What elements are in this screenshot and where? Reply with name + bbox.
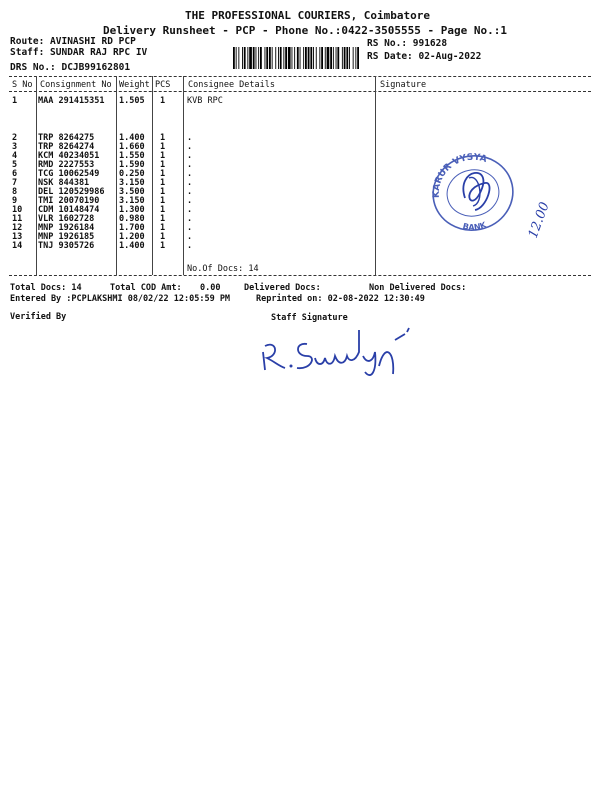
- table-cell-pcs: 1: [160, 133, 166, 143]
- table-cell-cons: MNP 1926185: [38, 232, 95, 242]
- table-cell-cons: TRP 8264275: [38, 133, 95, 143]
- table-cell-pcs: 1: [160, 151, 166, 161]
- col-header-pcs: PCS: [155, 80, 171, 90]
- table-cell-weight: 3.150: [119, 178, 145, 188]
- reprinted-on: Reprinted on: 02-08-2022 12:30:49: [256, 294, 425, 304]
- table-cell-weight: 1.660: [119, 142, 145, 152]
- barcode-bar: [253, 47, 255, 69]
- barcode-bar: [303, 47, 304, 69]
- table-top-rule: [9, 76, 591, 77]
- table-cell-cons: KCM 40234051: [38, 151, 100, 161]
- barcode-icon: [233, 47, 358, 69]
- drs-number: DRS No.: DCJB99162801: [10, 62, 131, 73]
- staff-label: Staff: SUNDAR RAJ RPC IV: [10, 47, 148, 58]
- staff-signature-icon: [255, 322, 425, 382]
- barcode-bar: [336, 47, 337, 69]
- table-cell-sno: 13: [12, 232, 23, 242]
- barcode-bar: [346, 47, 348, 69]
- delivered-docs: Delivered Docs:: [244, 283, 321, 293]
- table-cell-sno: 6: [12, 169, 18, 179]
- barcode-bar: [258, 47, 259, 69]
- barcode-bar: [319, 47, 320, 69]
- barcode-bar: [288, 47, 291, 69]
- barcode-bar: [305, 47, 307, 69]
- table-cell-details: .: [187, 178, 193, 188]
- table-cell-cons: MNP 1926184: [38, 223, 95, 233]
- table-cell-details: .: [187, 223, 193, 233]
- table-cell-details: .: [187, 160, 193, 170]
- table-cell-pcs: 1: [160, 232, 166, 242]
- table-cell-weight: 1.400: [119, 133, 145, 143]
- table-cell-weight: 1.505: [119, 96, 145, 106]
- barcode-bar: [236, 47, 237, 69]
- barcode-bar: [316, 47, 317, 69]
- total-docs: Total Docs: 14: [10, 283, 82, 293]
- table-cell-details: .: [187, 187, 193, 197]
- table-cell-details: .: [187, 133, 193, 143]
- col-divider: [375, 76, 376, 275]
- verified-by: Verified By: [10, 312, 67, 322]
- barcode-bar: [292, 47, 293, 69]
- entered-by: Entered By :PCPLAKSHMI 08/02/22 12:05:59 PM: [10, 294, 231, 304]
- barcode-bar: [310, 47, 312, 69]
- barcode-bar: [285, 47, 287, 69]
- table-cell-cons: CDM 10148474: [38, 205, 100, 215]
- no-of-docs: No.Of Docs: 14: [187, 264, 259, 274]
- barcode-bar: [342, 47, 343, 69]
- table-cell-weight: 3.150: [119, 196, 145, 206]
- table-cell-sno: 9: [12, 196, 18, 206]
- table-cell-pcs: 1: [160, 241, 166, 251]
- table-cell-details: .: [187, 151, 193, 161]
- barcode-bar: [278, 47, 279, 69]
- table-cell-sno: 5: [12, 160, 18, 170]
- barcode-bar: [297, 47, 299, 69]
- table-cell-cons: RMD 2227553: [38, 160, 95, 170]
- table-cell-weight: 1.300: [119, 205, 145, 215]
- col-divider: [36, 76, 37, 275]
- table-cell-weight: 1.400: [119, 241, 145, 251]
- col-header-consignee: Consignee Details: [188, 80, 275, 90]
- handwritten-time-icon: [505, 195, 553, 245]
- barcode-bar: [272, 47, 273, 69]
- col-divider: [152, 76, 153, 275]
- col-divider: [116, 76, 117, 275]
- barcode-bar: [355, 47, 356, 69]
- table-cell-sno: 14: [12, 241, 23, 251]
- barcode-bar: [294, 47, 295, 69]
- table-cell-details: .: [187, 241, 193, 251]
- table-cell-details: .: [187, 232, 193, 242]
- barcode-bar: [233, 47, 235, 69]
- table-bottom-rule: [9, 275, 591, 276]
- table-cell-weight: 1.590: [119, 160, 145, 170]
- runsheet-subtitle: Delivery Runsheet - PCP - Phone No.:0422-3505555 - Page No.:1: [103, 24, 507, 37]
- table-cell-weight: 3.500: [119, 187, 145, 197]
- barcode-bar: [269, 47, 271, 69]
- barcode-bar: [249, 47, 252, 69]
- table-cell-sno: 8: [12, 187, 18, 197]
- rs-date: RS Date: 02-Aug-2022: [367, 51, 482, 62]
- table-cell-pcs: 1: [160, 187, 166, 197]
- table-cell-cons: TCG 10062549: [38, 169, 100, 179]
- table-cell-cons: TNJ 9305726: [38, 241, 95, 251]
- total-cod-value: 0.00: [200, 283, 221, 293]
- table-cell-pcs: 1: [160, 178, 166, 188]
- barcode-bar: [247, 47, 248, 69]
- table-cell-pcs: 1: [160, 223, 166, 233]
- barcode-bar: [313, 47, 314, 69]
- barcode-bar: [275, 47, 276, 69]
- table-cell-cons: MAA 291415351: [38, 96, 105, 106]
- col-header-sno: S No: [12, 80, 33, 90]
- col-header-weight: Weight: [119, 80, 150, 90]
- route-label: Route: AVINASHI RD PCP: [10, 36, 136, 47]
- barcode-bar: [330, 47, 332, 69]
- table-cell-sno: 7: [12, 178, 18, 188]
- table-cell-details: KVB RPC: [187, 96, 223, 106]
- table-cell-sno: 12: [12, 223, 23, 233]
- barcode-bar: [266, 47, 268, 69]
- barcode-bar: [344, 47, 346, 69]
- table-cell-weight: 1.700: [119, 223, 145, 233]
- total-cod-label: Total COD Amt:: [110, 283, 182, 293]
- table-cell-weight: 0.250: [119, 169, 145, 179]
- table-cell-pcs: 1: [160, 169, 166, 179]
- barcode-bar: [283, 47, 284, 69]
- table-cell-cons: NSK 844381: [38, 178, 90, 188]
- staff-signature-label: Staff Signature: [271, 313, 348, 323]
- barcode-bar: [333, 47, 334, 69]
- handwritten-time-text: 12.00: [525, 200, 553, 241]
- table-cell-details: .: [187, 196, 193, 206]
- table-cell-cons: VLR 1602728: [38, 214, 95, 224]
- table-cell-pcs: 1: [160, 96, 166, 106]
- barcode-bar: [308, 47, 310, 69]
- stamp-text-top: KARUR VYSYA: [431, 152, 488, 199]
- table-cell-pcs: 1: [160, 205, 166, 215]
- col-divider: [183, 76, 184, 275]
- barcode-bar: [238, 47, 239, 69]
- company-title: THE PROFESSIONAL COURIERS, Coimbatore: [185, 9, 431, 22]
- barcode-bar: [242, 47, 243, 69]
- rs-number: RS No.: 991628: [367, 38, 448, 49]
- barcode-bar: [260, 47, 262, 69]
- barcode-bar: [325, 47, 326, 69]
- barcode-bar: [280, 47, 282, 69]
- table-header-rule: [9, 91, 591, 92]
- barcode-bar: [321, 47, 323, 69]
- table-cell-pcs: 1: [160, 196, 166, 206]
- table-cell-pcs: 1: [160, 214, 166, 224]
- col-header-consignment: Consignment No: [40, 80, 112, 90]
- table-cell-sno: 3: [12, 142, 18, 152]
- table-cell-weight: 1.550: [119, 151, 145, 161]
- barcode-bar: [353, 47, 354, 69]
- table-cell-details: .: [187, 205, 193, 215]
- table-cell-weight: 1.200: [119, 232, 145, 242]
- barcode-bar: [300, 47, 301, 69]
- table-cell-details: .: [187, 169, 193, 179]
- barcode-bar: [357, 47, 359, 69]
- table-cell-cons: TMI 20070190: [38, 196, 100, 206]
- table-cell-weight: 0.980: [119, 214, 145, 224]
- barcode-bar: [256, 47, 257, 69]
- non-delivered-docs: Non Delivered Docs:: [369, 283, 467, 293]
- table-cell-pcs: 1: [160, 142, 166, 152]
- table-cell-sno: 11: [12, 214, 23, 224]
- col-header-signature: Signature: [380, 80, 427, 90]
- table-cell-sno: 4: [12, 151, 18, 161]
- table-cell-cons: DEL 120529986: [38, 187, 105, 197]
- table-cell-pcs: 1: [160, 160, 166, 170]
- barcode-bar: [244, 47, 246, 69]
- svg-text:BANK: [462, 220, 489, 232]
- barcode-bar: [337, 47, 339, 69]
- table-cell-details: .: [187, 214, 193, 224]
- barcode-bar: [349, 47, 350, 69]
- table-cell-cons: TRP 8264274: [38, 142, 95, 152]
- table-cell-details: .: [187, 142, 193, 152]
- table-cell-sno: 10: [12, 205, 23, 215]
- stamp-text-bottom: BANK: [461, 220, 488, 233]
- barcode-bar: [327, 47, 330, 69]
- table-cell-sno: 1: [12, 96, 18, 106]
- barcode-bar: [265, 47, 266, 69]
- table-cell-sno: 2: [12, 133, 18, 143]
